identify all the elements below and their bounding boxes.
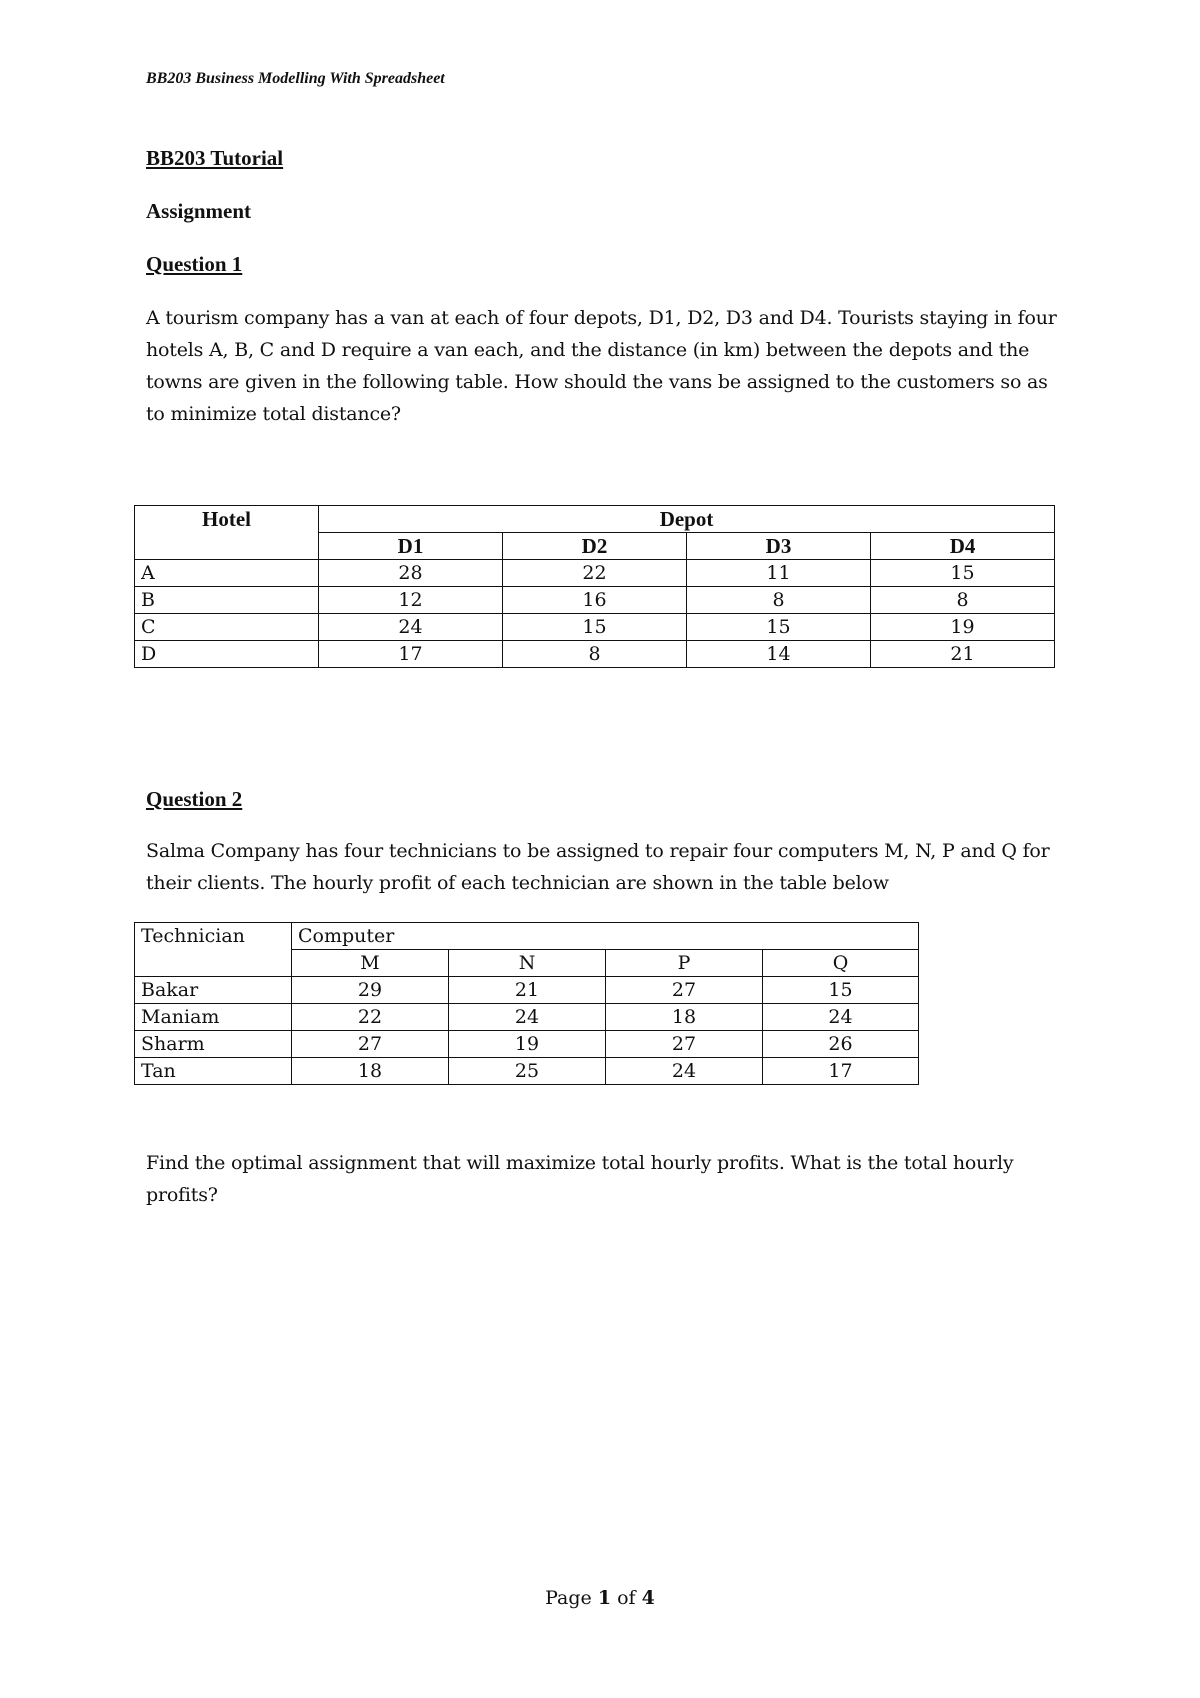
row-label: A	[135, 560, 319, 587]
table-cell: 15	[687, 614, 871, 641]
table-cell: 8	[503, 641, 687, 668]
table-cell: 24	[449, 1004, 606, 1031]
row-label: Bakar	[135, 977, 292, 1004]
row-label: B	[135, 587, 319, 614]
column-header: D4	[871, 533, 1055, 560]
question-2-heading: Question 2	[146, 787, 243, 811]
table-cell: 21	[871, 641, 1055, 668]
question-1-text: A tourism company has a van at each of four depots, D1, D2, D3 and D4. Tourists staying in four hotels A, B, C and D require a van each, and the distance (in km) between the depots and the towns are given in the following table. How should the vans be assigned to the customers so as to minimize total distance?	[146, 307, 1057, 425]
table-header-row	[135, 923, 919, 950]
running-header: BB203 Business Modelling With Spreadsheet	[146, 70, 445, 87]
hotel-depot-table	[134, 505, 1055, 668]
table-cell: 17	[763, 1058, 919, 1085]
row-label: C	[135, 614, 319, 641]
column-header: N	[449, 950, 606, 977]
table-cell: 18	[292, 1058, 449, 1085]
page-total: 4	[641, 1587, 655, 1609]
group-header-cell: Depot	[319, 506, 1055, 533]
table-row	[135, 641, 1055, 668]
table-cell: 29	[292, 977, 449, 1004]
table-cell: 14	[687, 641, 871, 668]
column-header: D1	[319, 533, 503, 560]
page-footer	[0, 1587, 1200, 1609]
column-header: M	[292, 950, 449, 977]
page-word: Page	[545, 1587, 592, 1609]
row-label: Tan	[135, 1058, 292, 1085]
table-cell: 27	[606, 977, 763, 1004]
group-header-cell: Computer	[292, 923, 919, 950]
table-cell: 15	[871, 560, 1055, 587]
table-cell: 8	[871, 587, 1055, 614]
table-cell: 17	[319, 641, 503, 668]
column-header: Q	[763, 950, 919, 977]
table-cell: 11	[687, 560, 871, 587]
table-cell: 12	[319, 587, 503, 614]
table-cell: 25	[449, 1058, 606, 1085]
technician-computer-table	[134, 922, 919, 1085]
table-header-row	[135, 506, 1055, 533]
table-row	[135, 560, 1055, 587]
table-row	[135, 1031, 919, 1058]
table-cell: 24	[606, 1058, 763, 1085]
table-cell: 27	[292, 1031, 449, 1058]
table-cell: 16	[503, 587, 687, 614]
column-header: P	[606, 950, 763, 977]
row-label: D	[135, 641, 319, 668]
table-cell: 15	[763, 977, 919, 1004]
page-current: 1	[597, 1587, 612, 1609]
question-2-followup: Find the optimal assignment that will maximize total hourly profits. What is the total hourly profits?	[146, 1152, 1014, 1206]
table-cell: 24	[763, 1004, 919, 1031]
table-cell: 26	[763, 1031, 919, 1058]
table-cell: 27	[606, 1031, 763, 1058]
table-cell: 22	[292, 1004, 449, 1031]
question-2-text: Salma Company has four technicians to be assigned to repair four computers M, N, P and Q for their clients. The hourly profit of each technician are shown in the table below	[146, 840, 1050, 894]
row-header-cell: Hotel	[135, 506, 319, 560]
table-cell: 24	[319, 614, 503, 641]
row-header-cell: Technician	[135, 923, 292, 977]
table-row	[135, 1058, 919, 1085]
table-cell: 18	[606, 1004, 763, 1031]
table-cell: 19	[871, 614, 1055, 641]
table-cell: 15	[503, 614, 687, 641]
table-cell: 22	[503, 560, 687, 587]
doc-subtitle: Assignment	[146, 199, 252, 223]
question-1-heading: Question 1	[146, 252, 243, 276]
table-row	[135, 1004, 919, 1031]
table-cell: 21	[449, 977, 606, 1004]
table-row	[135, 614, 1055, 641]
row-label: Sharm	[135, 1031, 292, 1058]
of-word: of	[617, 1587, 636, 1609]
column-header: D2	[503, 533, 687, 560]
table-cell: 28	[319, 560, 503, 587]
column-header: D3	[687, 533, 871, 560]
table-cell: 8	[687, 587, 871, 614]
table-cell: 19	[449, 1031, 606, 1058]
row-label: Maniam	[135, 1004, 292, 1031]
table-row	[135, 977, 919, 1004]
doc-title: BB203 Tutorial	[146, 146, 284, 170]
table-row	[135, 587, 1055, 614]
